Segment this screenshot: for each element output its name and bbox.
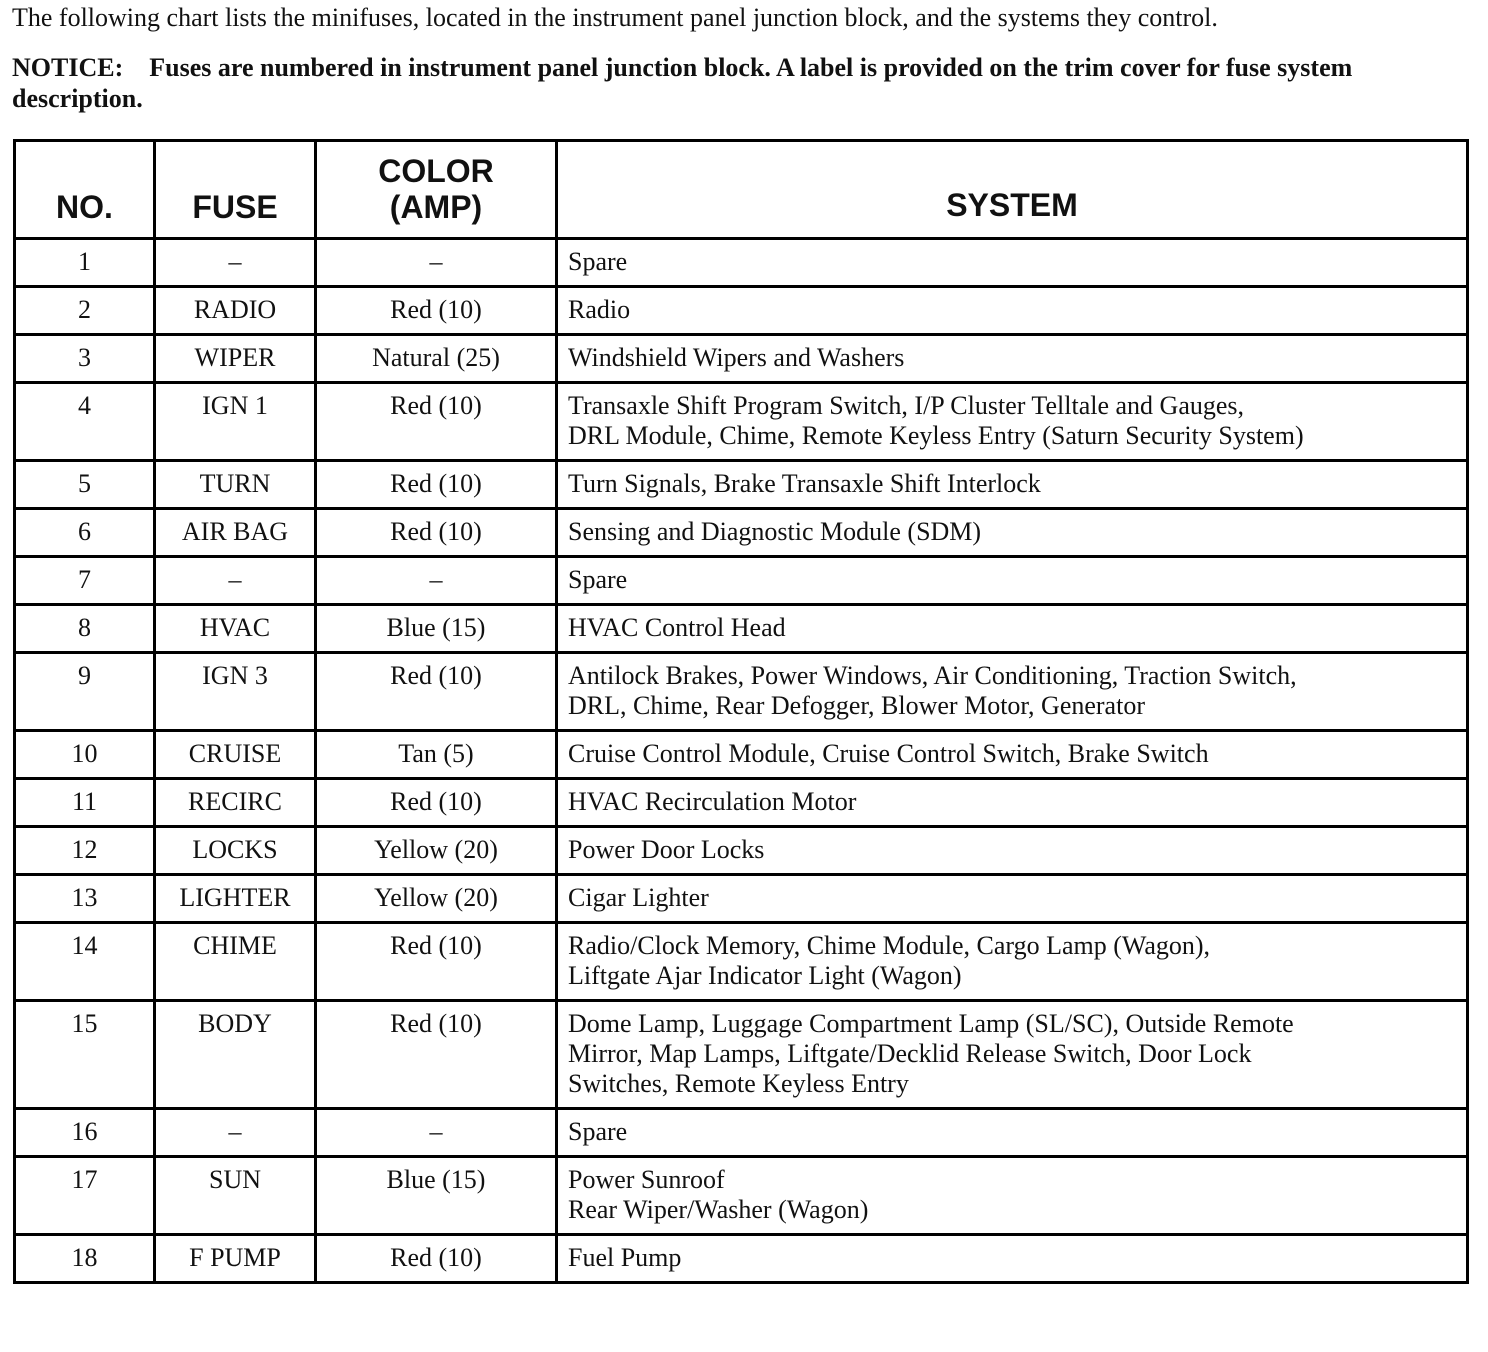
cell-color-amp [316,335,557,383]
table-row [15,461,1468,509]
cell-system [557,1235,1468,1283]
cell-color-amp-text: Red (10) [390,661,482,690]
cell-no [15,923,155,1001]
cell-color-amp-text: Tan (5) [398,739,474,768]
cell-no [15,1157,155,1235]
cell-no-text: 16 [71,1117,98,1146]
table-row [15,653,1468,731]
cell-color-amp [316,875,557,923]
cell-fuse-text: IGN 1 [202,391,268,420]
cell-fuse [155,731,316,779]
table-row [15,557,1468,605]
cell-no-text: 6 [78,517,91,546]
table-row [15,779,1468,827]
table-row [15,239,1468,287]
cell-fuse [155,827,316,875]
cell-fuse-text: SUN [208,1165,261,1194]
cell-no-text: 12 [71,835,98,864]
cell-fuse-text: BODY [198,1009,272,1038]
fuse-table [13,139,1469,1284]
cell-system [557,779,1468,827]
cell-system-text: Spare [568,1117,628,1146]
cell-color-amp [316,923,557,1001]
cell-system [557,557,1468,605]
cell-color-amp-text: Red (10) [390,295,482,324]
notice-text: Fuses are numbered in instrument panel junction block. A label is provided on the trim cover for fuse system description. [12,53,1353,113]
cell-system-text: HVAC Recirculation Motor [568,787,857,816]
table-row [15,875,1468,923]
cell-no [15,239,155,287]
cell-color-amp-text: Blue (15) [386,1165,486,1194]
cell-fuse-text: WIPER [194,343,276,372]
cell-fuse [155,875,316,923]
cell-no [15,827,155,875]
table-row [15,1235,1468,1283]
cell-color-amp [316,287,557,335]
cell-fuse [155,605,316,653]
cell-no [15,875,155,923]
cell-no-text: 15 [71,1009,98,1038]
cell-color-amp-text: – [429,1117,443,1146]
cell-no-text: 8 [78,613,91,642]
cell-color-amp-text: Red (10) [390,469,482,498]
cell-fuse-text: TURN [199,469,271,498]
cell-system-text: Power Sunroof Rear Wiper/Washer (Wagon) [568,1165,869,1224]
cell-no [15,1235,155,1283]
cell-no-text: 10 [71,739,98,768]
cell-system-text: Sensing and Diagnostic Module (SDM) [568,517,982,546]
cell-fuse-text: – [228,247,242,276]
cell-no-text: 3 [78,343,91,372]
cell-no [15,335,155,383]
cell-fuse-text: LOCKS [192,835,278,864]
cell-system [557,1001,1468,1109]
cell-no [15,509,155,557]
cell-system-text: Spare [568,247,628,276]
cell-system-text: Spare [568,565,628,594]
cell-color-amp-text: – [429,247,443,276]
cell-system [557,1109,1468,1157]
cell-fuse [155,461,316,509]
notice-paragraph [12,52,1432,114]
cell-color-amp [316,731,557,779]
cell-fuse [155,1235,316,1283]
cell-system [557,509,1468,557]
cell-fuse [155,335,316,383]
cell-fuse-text: CHIME [193,931,277,960]
cell-system [557,461,1468,509]
cell-color-amp-text: – [429,565,443,594]
cell-color-amp [316,509,557,557]
cell-system-text: Transaxle Shift Program Switch, I/P Cluster Telltale and Gauges, DRL Module, Chime, Remote Keyless Entry (Saturn Security System) [568,391,1304,450]
table-row [15,827,1468,875]
header-color-amp [316,141,557,239]
cell-color-amp [316,653,557,731]
cell-system [557,731,1468,779]
cell-no-text: 7 [78,565,91,594]
cell-no-text: 14 [71,931,98,960]
cell-system [557,875,1468,923]
cell-no [15,461,155,509]
cell-system-text: Cigar Lighter [568,883,709,912]
intro-text: The following chart lists the minifuses, located in the instrument panel junction block, and the systems they control. [12,3,1218,32]
cell-system-text: Windshield Wipers and Washers [568,343,905,372]
cell-system [557,605,1468,653]
cell-system [557,239,1468,287]
cell-fuse [155,383,316,461]
cell-no [15,1001,155,1109]
cell-color-amp-text: Natural (25) [372,343,500,372]
cell-fuse [155,923,316,1001]
cell-color-amp [316,557,557,605]
cell-system-text: HVAC Control Head [568,613,786,642]
cell-color-amp [316,383,557,461]
cell-no [15,557,155,605]
cell-no [15,731,155,779]
cell-fuse [155,239,316,287]
cell-no [15,287,155,335]
cell-color-amp-text: Blue (15) [386,613,486,642]
cell-fuse-text: LIGHTER [179,883,291,912]
cell-color-amp-text: Red (10) [390,391,482,420]
cell-system-text: Power Door Locks [568,835,765,864]
cell-system [557,335,1468,383]
cell-fuse-text: F PUMP [189,1243,281,1272]
cell-color-amp-text: Red (10) [390,517,482,546]
cell-system-text: Radio/Clock Memory, Chime Module, Cargo Lamp (Wagon), Liftgate Ajar Indicator Light (Wagon) [568,931,1211,990]
cell-color-amp [316,605,557,653]
cell-system-text: Cruise Control Module, Cruise Control Switch, Brake Switch [568,739,1209,768]
cell-no [15,779,155,827]
cell-color-amp [316,1235,557,1283]
cell-fuse-text: – [228,1117,242,1146]
cell-fuse [155,287,316,335]
cell-color-amp-text: Yellow (20) [374,883,498,912]
cell-color-amp [316,1001,557,1109]
table-row [15,1157,1468,1235]
cell-fuse-text: CRUISE [188,739,282,768]
table-header-row [15,141,1468,239]
cell-system [557,287,1468,335]
cell-system [557,1157,1468,1235]
cell-color-amp-text: Red (10) [390,1243,482,1272]
header-no: NO. [15,141,155,239]
cell-no-text: 13 [71,883,98,912]
cell-fuse-text: RECIRC [188,787,282,816]
cell-color-amp [316,827,557,875]
cell-system-text: Dome Lamp, Luggage Compartment Lamp (SL/SC), Outside Remote Mirror, Map Lamps, Liftgate/Decklid Release Switch, Door Lock Switches, Remote Keyless Entry [568,1009,1294,1098]
fuse-table-body [15,239,1468,1283]
table-row [15,923,1468,1001]
cell-no-text: 17 [71,1165,98,1194]
cell-no-text: 11 [71,787,98,816]
cell-no-text: 18 [71,1243,98,1272]
cell-color-amp-text: Red (10) [390,1009,482,1038]
cell-system [557,827,1468,875]
cell-color-amp [316,461,557,509]
cell-fuse [155,509,316,557]
cell-no [15,383,155,461]
cell-color-amp-text: Red (10) [390,931,482,960]
table-row [15,335,1468,383]
cell-no [15,653,155,731]
cell-fuse-text: AIR BAG [181,517,289,546]
table-row [15,287,1468,335]
cell-no-text: 9 [78,661,91,690]
cell-color-amp-text: Red (10) [390,787,482,816]
cell-fuse-text: HVAC [199,613,271,642]
cell-system-text: Antilock Brakes, Power Windows, Air Conditioning, Traction Switch, DRL, Chime, Rear Defogger, Blower Motor, Generator [568,661,1297,720]
cell-color-amp [316,239,557,287]
cell-system-text: Fuel Pump [568,1243,682,1272]
cell-fuse-text: IGN 3 [202,661,268,690]
table-row [15,1001,1468,1109]
cell-system-text: Radio [568,295,631,324]
table-row [15,1109,1468,1157]
cell-fuse [155,1109,316,1157]
cell-fuse [155,1157,316,1235]
cell-system [557,383,1468,461]
cell-fuse [155,557,316,605]
table-row [15,605,1468,653]
table-row [15,509,1468,557]
cell-fuse [155,653,316,731]
header-fuse: FUSE [155,141,316,239]
cell-system [557,653,1468,731]
header-color-line1: COLOR [378,153,494,189]
table-row [15,383,1468,461]
cell-color-amp [316,779,557,827]
cell-fuse-text: – [228,565,242,594]
cell-no [15,605,155,653]
table-row [15,731,1468,779]
cell-fuse [155,779,316,827]
cell-no-text: 4 [78,391,91,420]
cell-system-text: Turn Signals, Brake Transaxle Shift Interlock [568,469,1041,498]
cell-no-text: 5 [78,469,91,498]
cell-color-amp [316,1109,557,1157]
cell-system [557,923,1468,1001]
cell-fuse [155,1001,316,1109]
cell-no [15,1109,155,1157]
cell-color-amp-text: Yellow (20) [374,835,498,864]
cell-no-text: 2 [78,295,91,324]
header-color-line2: (AMP) [389,189,483,225]
cell-color-amp [316,1157,557,1235]
header-system: SYSTEM [557,141,1468,239]
cell-fuse-text: RADIO [193,295,277,324]
cell-no-text: 1 [78,247,91,276]
notice-label: NOTICE: [12,53,124,82]
